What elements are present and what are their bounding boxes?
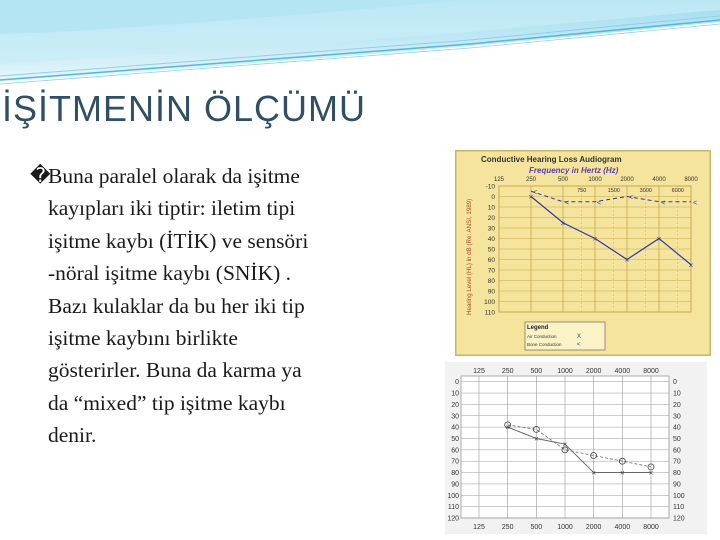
series-1-point: ×	[619, 468, 625, 478]
body-line: gösterirler. Buna da karma ya	[48, 358, 302, 383]
y-tick-label-right: 60	[673, 447, 681, 455]
body-line: Bazı kulaklar da bu her iki tip	[48, 293, 305, 318]
y-tick-label-left: 60	[451, 447, 459, 455]
slide-body	[30, 160, 408, 452]
series-1-point: ×	[648, 468, 654, 478]
x-tick-label-bottom: 1000	[557, 524, 573, 531]
x-tick-label: 1000	[588, 177, 602, 183]
x-tick-label-top: 2000	[585, 368, 602, 375]
x-tick-label-minor: 750	[577, 188, 587, 194]
series-1-point: ×	[533, 434, 539, 444]
x-tick-label-bottom: 4000	[614, 524, 631, 531]
x-tick-label-top: 500	[530, 368, 543, 375]
series-1-point: ×	[591, 468, 597, 478]
legend-label: Bone Conduction	[527, 342, 562, 347]
bullet-glyph: �	[30, 165, 51, 187]
x-tick-label-minor: 6000	[671, 188, 684, 194]
y-tick-label-right: 120	[673, 515, 685, 523]
y-tick-label-left: 100	[447, 492, 459, 500]
body-line: Buna paralel olarak da işitme	[48, 164, 300, 188]
y-tick-label-right: 70	[673, 458, 681, 466]
legend-title: Legend	[527, 325, 549, 331]
y-tick-label: 40	[487, 236, 495, 243]
y-tick-label-right: 10	[673, 390, 681, 398]
body-line: denir.	[48, 423, 97, 448]
air-conduction-point: ×	[560, 218, 566, 228]
bone-conduction-point: <	[532, 189, 538, 197]
y-tick-label: 30	[487, 225, 495, 233]
y-tick-label-right: 20	[673, 401, 681, 409]
y-tick-label: 10	[487, 204, 495, 212]
y-tick-label-left: 90	[451, 481, 459, 489]
bone-conduction-point: <	[596, 199, 602, 207]
chart-subtitle: Frequency in Hertz (Hz)	[529, 166, 619, 175]
chart-title: Conductive Hearing Loss Audiogram	[481, 155, 622, 164]
y-tick-label: 50	[487, 246, 495, 254]
y-tick-label-left: 40	[451, 424, 459, 432]
y-tick-label-right: 30	[673, 413, 681, 421]
x-tick-label: 8000	[684, 177, 698, 183]
x-tick-label: 125	[493, 177, 505, 183]
x-tick-label: 500	[557, 177, 569, 183]
x-tick-label-top: 1000	[557, 368, 573, 375]
conductive-audiogram-chart	[455, 150, 711, 356]
body-line: işitme kaybını birlikte	[48, 326, 238, 351]
y-tick-label: 80	[487, 278, 495, 285]
series-1-point: ×	[505, 423, 511, 433]
y-tick-label: 20	[487, 215, 495, 222]
legend-symbol: X	[577, 334, 582, 340]
y-tick-label: 60	[487, 257, 495, 264]
y-tick-label-left: 30	[451, 413, 459, 421]
air-conduction-point: ×	[624, 255, 630, 265]
body-line: işitme kaybı (İTİK) ve sensöri	[48, 228, 309, 253]
legend-symbol: <	[577, 342, 581, 348]
header-wave-banner	[0, 0, 720, 92]
y-axis-label: Hearing Level (HL) in dB (Re: ANSI, 1989)	[466, 198, 473, 315]
body-line: -nöral işitme kaybı (SNİK) .	[48, 261, 292, 286]
y-tick-label-right: 0	[673, 379, 677, 387]
mixed-audiogram-chart	[445, 362, 707, 534]
y-tick-label: 0	[491, 194, 495, 201]
y-tick-label-left: 50	[451, 435, 459, 443]
y-tick-label-left: 20	[451, 401, 459, 409]
x-tick-label-bottom: 125	[473, 524, 485, 531]
y-tick-label-left: 70	[451, 458, 459, 466]
x-tick-label: 2000	[620, 177, 634, 183]
y-tick-label-left: 0	[455, 379, 459, 387]
x-tick-label: 250	[525, 177, 537, 183]
x-tick-label-top: 125	[473, 368, 485, 375]
y-tick-label-left: 110	[447, 504, 459, 512]
legend-label: Air Conduction	[527, 334, 557, 339]
y-tick-label-right: 50	[673, 435, 681, 443]
x-tick-label-bottom: 8000	[643, 524, 659, 531]
y-tick-label: -10	[485, 183, 495, 191]
x-tick-label-minor: 1500	[607, 188, 620, 194]
y-tick-label-left: 80	[451, 470, 459, 478]
x-tick-label-bottom: 2000	[585, 524, 602, 531]
y-tick-label-left: 120	[447, 515, 459, 523]
y-tick-label-right: 100	[673, 492, 685, 500]
y-tick-label: 110	[484, 309, 495, 317]
bone-conduction-point: <	[660, 199, 666, 207]
bone-conduction-point: <	[692, 199, 698, 207]
air-conduction-point: ×	[688, 260, 694, 270]
y-tick-label: 90	[487, 288, 495, 296]
x-tick-label-top: 250	[501, 368, 514, 375]
air-conduction-point: ×	[592, 234, 598, 244]
bone-conduction-point: <	[628, 194, 634, 202]
x-tick-label: 4000	[652, 177, 666, 183]
x-tick-label-top: 8000	[643, 368, 659, 375]
air-conduction-point: ×	[656, 234, 662, 244]
chart-legend	[525, 322, 605, 350]
y-tick-label-right: 40	[673, 424, 681, 432]
x-tick-label-top: 4000	[614, 368, 631, 375]
y-tick-label-right: 110	[673, 504, 685, 512]
x-tick-label-bottom: 250	[501, 524, 514, 531]
bone-conduction-point: <	[564, 199, 570, 207]
y-tick-label-right: 90	[673, 481, 681, 489]
slide-title: İŞİTMENİN ÖLÇÜMÜ	[2, 88, 367, 129]
y-tick-label: 70	[487, 267, 495, 275]
body-line: da “mixed” tip işitme kaybı	[48, 390, 286, 415]
body-line: kayıpları iki tiptir: iletim tipi	[48, 196, 296, 221]
x-tick-label-bottom: 500	[530, 524, 543, 531]
y-tick-label-right: 80	[673, 470, 681, 478]
series-1-point: ×	[562, 440, 568, 450]
y-tick-label-left: 10	[451, 390, 459, 398]
air-conduction-point: ×	[528, 192, 534, 202]
y-tick-label: 100	[484, 299, 495, 306]
x-tick-label-minor: 3000	[639, 188, 652, 194]
